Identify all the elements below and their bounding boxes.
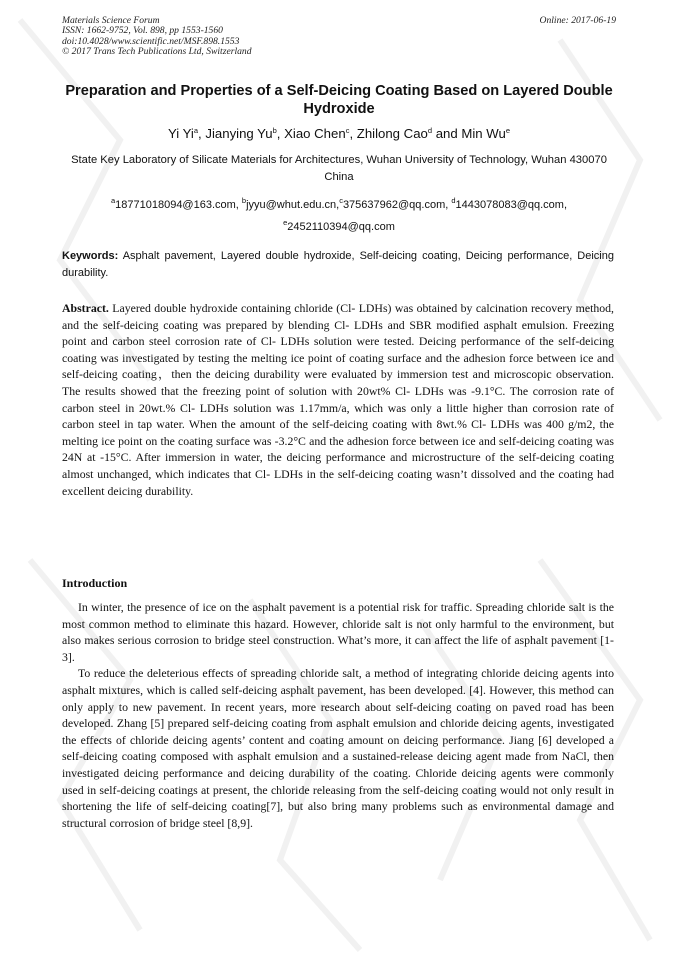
email-address: jyyu@whut.edu.cn, — [246, 199, 340, 211]
paper-title: Preparation and Properties of a Self-Deicing Coating Based on Layered Double Hydroxide — [65, 83, 613, 117]
keywords-label: Keywords: — [62, 250, 119, 262]
author-affiliation-mark: c — [345, 126, 350, 135]
abstract-text: Layered double hydroxide containing chloride (Cl- LDHs) was obtained by calcination recovery method, and the self-deicing coating was prepared by blending Cl- LDHs and SBR modified asphalt emulsion. Freezing point and carbon steel corrosion rate of Cl- LDHs solution were tested. Deicing performance of the self-deicing coating was investigated by testing the melting ice point of coating surface and the adhesion force between ice and self-deicing coating，then the deicing durability were evaluated by immersion test and microscopic observation. The results showed that the freezing point of solution with 20wt% Cl- LDHs was -9.1°C. The corrosion rate of carbon steel in 20wt.% Cl- LDHs solution was 1.17mm/a, which was only a little higher than corrosion rate of carbon steel in tap water. When the amount of the self-deicing coating with 8wt.% Cl- LDHs was 400 g/m2, the melting ice point on the coating surface was -3.2°C and the adhesion force between ice and self-deicing coating was 24N at -15°C. After immersion in water, the deicing performance and microstructure of the self-deicing coating almost unchanged, which indicates that Cl- LDHs in the self-deicing coating wasn’t dissolved and the coating had excellent deicing durability. — [62, 301, 614, 498]
email-address: 18771018094@163.com, — [115, 199, 242, 211]
journal-issn: ISSN: 1662-9752, Vol. 898, pp 1553-1560 — [62, 25, 223, 37]
email-mark: e — [283, 218, 288, 227]
author-affiliation-mark: a — [193, 126, 199, 135]
affiliation: State Key Laboratory of Silicate Materials for Architectures, Wuhan University of Technology, Wuhan 430070 China — [71, 154, 607, 183]
journal-copyright: © 2017 Trans Tech Publications Ltd, Switzerland — [62, 46, 252, 58]
email-list — [62, 192, 616, 236]
email-mark: c — [339, 196, 343, 205]
email-mark: d — [451, 196, 456, 205]
author-separator: , — [198, 126, 206, 141]
email-address: 375637962@qq.com, — [342, 199, 452, 211]
introduction-heading: Introduction — [62, 576, 128, 590]
author-affiliation-mark: d — [427, 126, 433, 135]
abstract-label: Abstract. — [62, 301, 109, 315]
author-name: Zhilong Cao — [356, 126, 428, 141]
author-separator: and — [432, 126, 462, 141]
introduction-body — [62, 599, 614, 831]
email-mark: a — [110, 196, 116, 205]
abstract — [62, 300, 614, 499]
keywords — [62, 248, 614, 282]
email-address: 2452110394@qq.com — [287, 221, 395, 233]
author-list — [62, 126, 616, 141]
journal-doi: doi:10.4028/www.scientific.net/MSF.898.1553 — [62, 35, 240, 47]
author-affiliation-mark: b — [272, 126, 277, 135]
author-separator: , — [349, 126, 357, 141]
journal-header — [62, 16, 616, 58]
author-name: Min Wu — [461, 126, 506, 141]
journal-name: Materials Science Forum — [62, 15, 160, 26]
introduction-paragraph: To reduce the deleterious effects of spreading chloride salt, a method of integrating chloride deicing agents into asphalt mixtures, which is called self-deicing asphalt pavement, has been developed. [4]. However, this method can only apply to new pavement. In recent years, more research about self-deicing coating on paved road has been developed. Zhang [5] prepared self-deicing coating from asphalt emulsion and chloride deicing agents, investigated the effects of chloride deicing agents’ content and coating amount on deicing performance. Jiang [6] developed a self-deicing coating composed with asphalt emulsion and a sustained-release deicing agent made from NaCl, then investigated deicing performance and deicing durability of the coating. Chloride deicing agents were commonly used in self-deicing coatings at present, the chloride releasing from the self-deicing coating would not only result in shortening the life of self-deicing coating[7], but also bring many problems such as environmental damage and structural corrosion of bridge steel [8,9]. — [62, 666, 614, 830]
introduction-paragraph: In winter, the presence of ice on the asphalt pavement is a potential risk for traffic. Spreading chloride salt is the most common method to eliminate this hazard. However, chloride salt is not only harmful to the environment, but also makes serious corrosion to bridge steel construction. What’s more, it can affect the life of asphalt pavement [1-3]. — [62, 600, 614, 664]
author-separator: , — [276, 126, 285, 141]
author-name: Yi Yi — [167, 126, 194, 141]
author-affiliation-mark: e — [505, 126, 511, 135]
email-mark: b — [241, 196, 247, 205]
author-name: Jianying Yu — [205, 126, 273, 141]
email-address: 1443078083@qq.com, — [455, 199, 568, 211]
author-name: Xiao Chen — [284, 126, 346, 141]
keywords-text: Asphalt pavement, Layered double hydroxide, Self-deicing coating, Deicing performance, Deicing durability. — [62, 250, 614, 279]
online-date: Online: 2017-06-19 — [539, 15, 616, 26]
